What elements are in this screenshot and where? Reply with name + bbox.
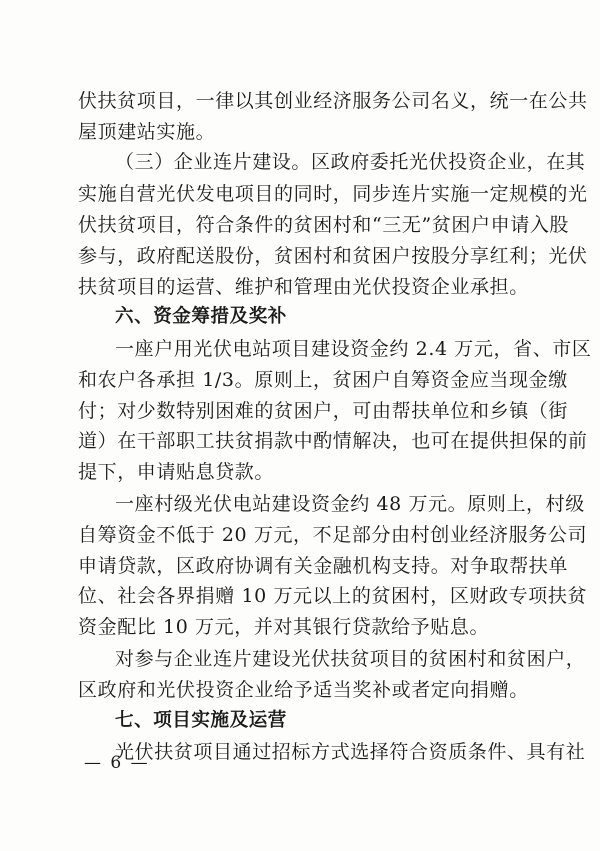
- body-text-line: 资金配比 10 万元，并对其银行贷款给予贴息。: [78, 616, 490, 639]
- body-text-line: 光伏扶贫项目通过招标方式选择符合资质条件、具有社: [115, 741, 586, 763]
- body-text-line: 区政府和光伏投资企业给予适当奖补或者定向捐赠。: [78, 678, 529, 701]
- body-text-line: 道）在干部职工扶贫捐款中酌情解决，也可在提供担保的前: [78, 430, 588, 453]
- body-text-line: 和农户各承担 1/3。原则上，贫困户自筹资金应当现金缴: [78, 368, 568, 391]
- body-text-line: （三）企业连片建设。区政府委托光伏投资企业，在其: [115, 151, 586, 174]
- section-heading-seven: 七、项目实施及运营: [115, 709, 287, 731]
- section-heading-six: 六、资金筹措及奖补: [115, 306, 287, 328]
- body-text-line: 扶贫项目的运营、维护和管理由光伏投资企业承担。: [78, 276, 529, 299]
- body-text-line: 参与，政府配送股份，贫困村和贫困户按股分享红利；光伏: [78, 244, 588, 267]
- body-text-line: 一座户用光伏电站项目建设资金约 2.4 万元，省、市区: [115, 337, 592, 360]
- body-text-line: 一座村级光伏电站建设资金约 48 万元。原则上，村级: [115, 492, 585, 515]
- body-text-line: 实施自营光伏发电项目的同时，同步连片实施一定规模的光: [78, 182, 588, 205]
- page-number: — 6 —: [84, 753, 150, 773]
- body-text-line: 屋顶建站实施。: [78, 121, 216, 144]
- body-text-line: 伏扶贫项目，一律以其创业经济服务公司名义，统一在公共: [78, 90, 588, 112]
- body-text-line: 付；对少数特别困难的贫困户，可由帮扶单位和乡镇（街: [78, 399, 569, 422]
- body-text-line: 提下，申请贴息贷款。: [78, 461, 275, 484]
- body-text-line: 申请贷款，区政府协调有关金融机构支持。对争取帮扶单: [78, 554, 569, 577]
- body-text-line: 位、社会各界捐赠 10 万元以上的贫困村，区财政专项扶贫: [78, 585, 588, 608]
- body-text-line: 对参与企业连片建设光伏扶贫项目的贫困村和贫困户，: [115, 647, 586, 670]
- body-text-line: 自筹资金不低于 20 万元，不足部分由村创业经济服务公司: [78, 523, 588, 546]
- body-text-line: 伏扶贫项目，符合条件的贫困村和“三无”贫困户申请入股: [78, 213, 570, 236]
